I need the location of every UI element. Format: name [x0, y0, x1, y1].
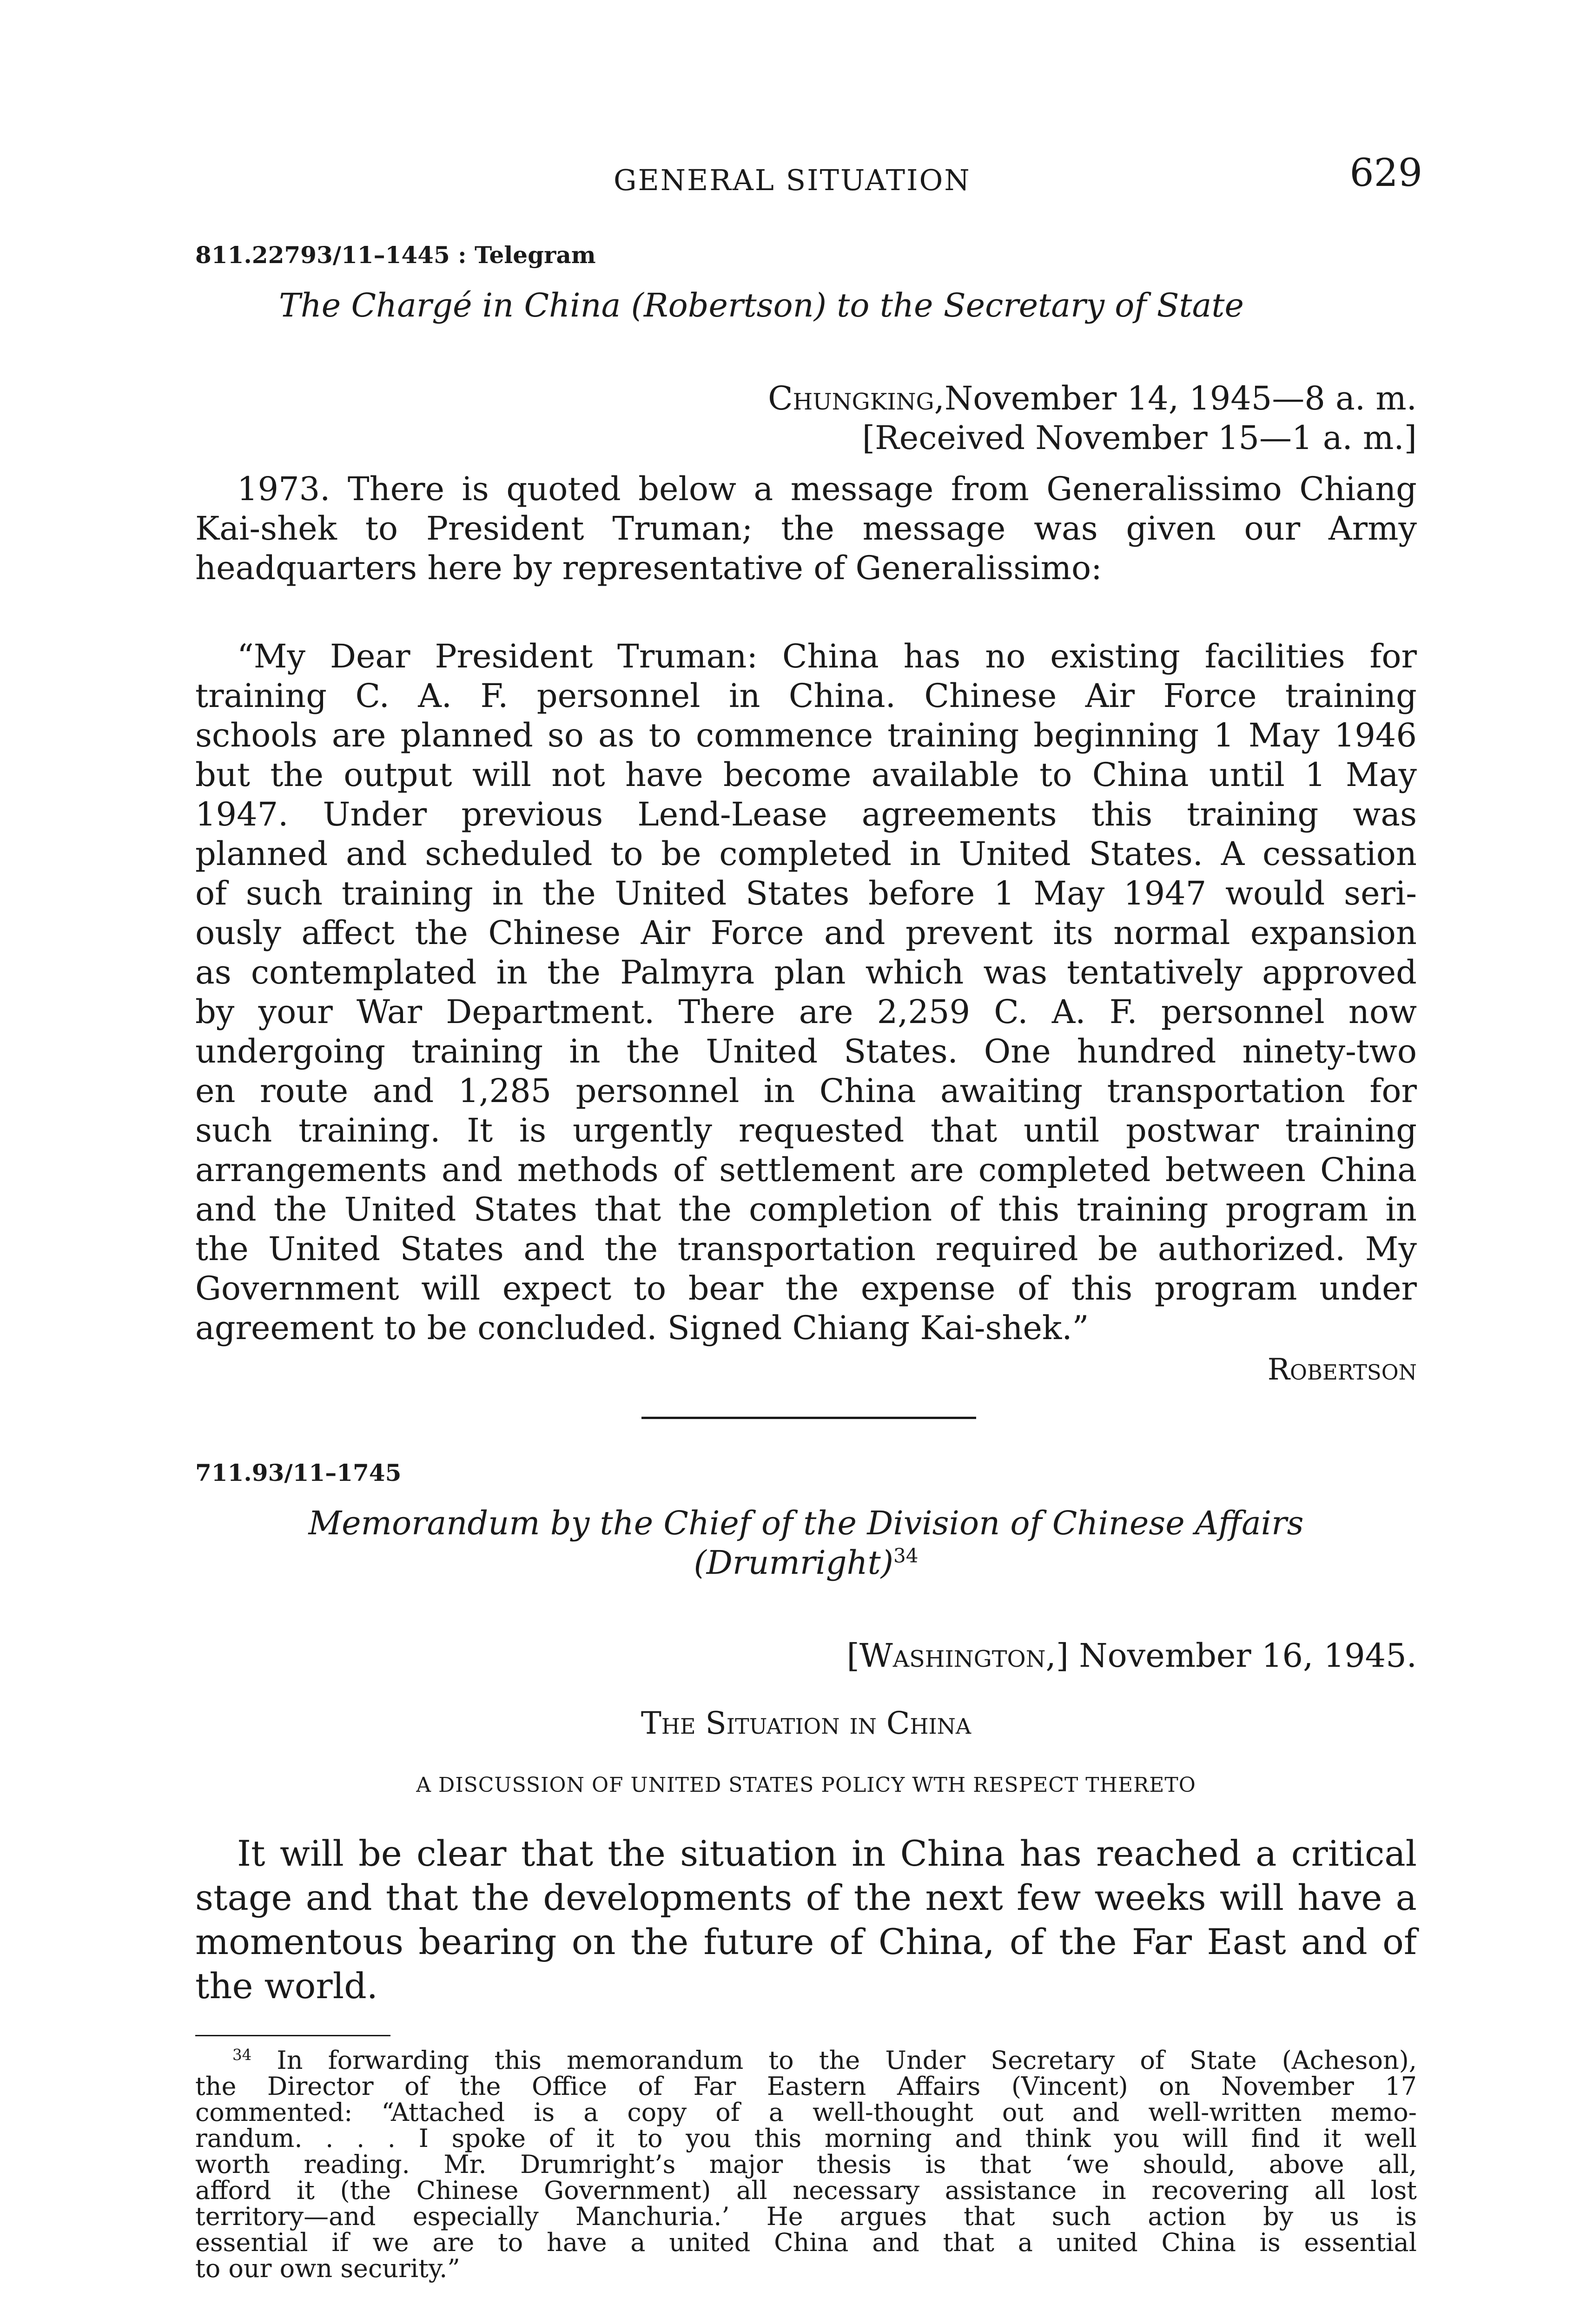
footnote-line: to our own security.”	[195, 2254, 460, 2283]
doc1-intro-paragraph	[195, 469, 1417, 588]
footnote-line: essential if we are to have a united China and that a united China is essential	[195, 2228, 1417, 2257]
doc2-title-line2	[195, 1543, 1417, 1583]
doc1-quote-line: the United States and the transportation required be authorized. My	[195, 1230, 1417, 1268]
doc1-quote-line: 1947. Under previous Lend-Lease agreements this training was	[195, 795, 1417, 833]
doc1-quote-line: ously affect the Chinese Air Force and prevent its normal expansion	[195, 914, 1417, 952]
doc2-file-number: 711.93/11–1745	[195, 1459, 402, 1486]
doc2-body-line: stage and that the developments of the next few weeks will have a	[195, 1877, 1417, 1918]
doc2-body-line: It will be clear that the situation in China has reached a critical	[237, 1833, 1417, 1874]
doc1-quote-line: such training. It is urgently requested that until postwar training	[195, 1111, 1417, 1149]
doc2-title-line1: Memorandum by the Chief of the Division of Chinese Affairs	[308, 1504, 1304, 1542]
doc1-quote-line: but the output will not have become available to China until 1 May	[195, 756, 1417, 794]
section-divider	[641, 1417, 976, 1419]
doc1-dateline-date: November 14, 1945—8 a. m.	[944, 379, 1417, 417]
doc2-body-paragraph	[195, 1831, 1417, 2008]
doc1-dateline-place: Chungking,	[768, 379, 945, 417]
doc1-quote-line: as contemplated in the Palmyra plan which was tentatively approved	[195, 953, 1417, 991]
footnote-marker: 34	[232, 2046, 252, 2064]
doc2-dateline-place: [Washington,]	[846, 1637, 1069, 1675]
footnote	[195, 2047, 1417, 2282]
doc1-quote-line: undergoing training in the United States. One hundred ninety-two	[195, 1032, 1417, 1070]
doc1-file-number: 811.22793/11–1445 : Telegram	[195, 241, 596, 269]
doc2-body-line: the world.	[195, 1965, 378, 2007]
doc1-title: The Chargé in China (Robertson) to the Secretary of State	[279, 286, 1244, 324]
doc1-quote-line: Government will expect to bear the expense of this program under	[195, 1269, 1417, 1307]
footnote-line: worth reading. Mr. Drumright’s major thesis is that ‘we should, above all,	[195, 2150, 1417, 2179]
doc1-quote-line: agreement to be concluded. Signed Chiang Kai-shek.”	[195, 1309, 1089, 1347]
doc2-dateline-date: November 16, 1945.	[1079, 1637, 1417, 1675]
doc1-signature: Robertson	[1267, 1353, 1417, 1387]
doc2-title-author: (Drumright)	[694, 1544, 894, 1582]
footnote-line: commented: “Attached is a copy of a well-thought out and well-written memo-	[195, 2098, 1417, 2127]
doc1-quote-line: en route and 1,285 personnel in China awaiting transportation for	[195, 1072, 1417, 1110]
doc2-title	[195, 1504, 1417, 1583]
doc1-quoted-message	[195, 637, 1417, 1348]
doc1-quote-line: schools are planned so as to commence training beginning 1 May 1946	[195, 716, 1417, 754]
doc1-quote-line: and the United States that the completion of this training program in	[195, 1190, 1417, 1228]
doc1-received: [Received November 15—1 a. m.]	[862, 419, 1417, 457]
doc2-heading: The Situation in China	[641, 1705, 972, 1741]
doc2-subheading: A DISCUSSION OF UNITED STATES POLICY WTH RESPECT THERETO	[416, 1773, 1196, 1797]
footnote-line: territory—and especially Manchuria.’ He argues that such action by us is	[195, 2202, 1417, 2231]
doc2-body-line: momentous bearing on the future of China, of the Far East and of	[195, 1921, 1417, 1962]
footnote-line-text: In forwarding this memorandum to the Under Secretary of State (Acheson),	[277, 2046, 1417, 2075]
doc1-intro-line: Kai-shek to President Truman; the message was given our Army	[195, 509, 1417, 548]
doc1-quote-line: training C. A. F. personnel in China. Chinese Air Force training	[195, 677, 1417, 715]
doc1-intro-line: headquarters here by representative of Generalissimo:	[195, 549, 1102, 587]
doc1-intro-line: 1973. There is quoted below a message from Generalissimo Chiang	[237, 470, 1417, 508]
running-title: GENERAL SITUATION	[614, 163, 971, 197]
page-number: 629	[1349, 151, 1422, 195]
footnote-line: the Director of the Office of Far Eastern Affairs (Vincent) on November 17	[195, 2072, 1417, 2101]
doc2-dateline	[604, 1636, 1417, 1676]
footnote-line: afford it (the Chinese Government) all necessary assistance in recovering all lost	[195, 2176, 1417, 2205]
footnote-line: randum. . . . I spoke of it to you this morning and think you will find it well	[195, 2124, 1417, 2153]
doc1-quote-line: planned and scheduled to be completed in United States. A cessation	[195, 835, 1417, 873]
footnote-line	[195, 2047, 1417, 2073]
footnote-separator	[195, 2035, 390, 2036]
doc1-quote-line: “My Dear President Truman: China has no existing facilities for	[237, 637, 1417, 675]
doc1-quote-line: by your War Department. There are 2,259 C. A. F. personnel now	[195, 993, 1417, 1031]
doc1-quote-line: arrangements and methods of settlement are completed between China	[195, 1151, 1417, 1189]
footnote-reference[interactable]: 34	[893, 1544, 919, 1567]
doc1-quote-line: of such training in the United States before 1 May 1947 would seri-	[195, 874, 1417, 912]
doc1-dateline	[697, 379, 1417, 418]
